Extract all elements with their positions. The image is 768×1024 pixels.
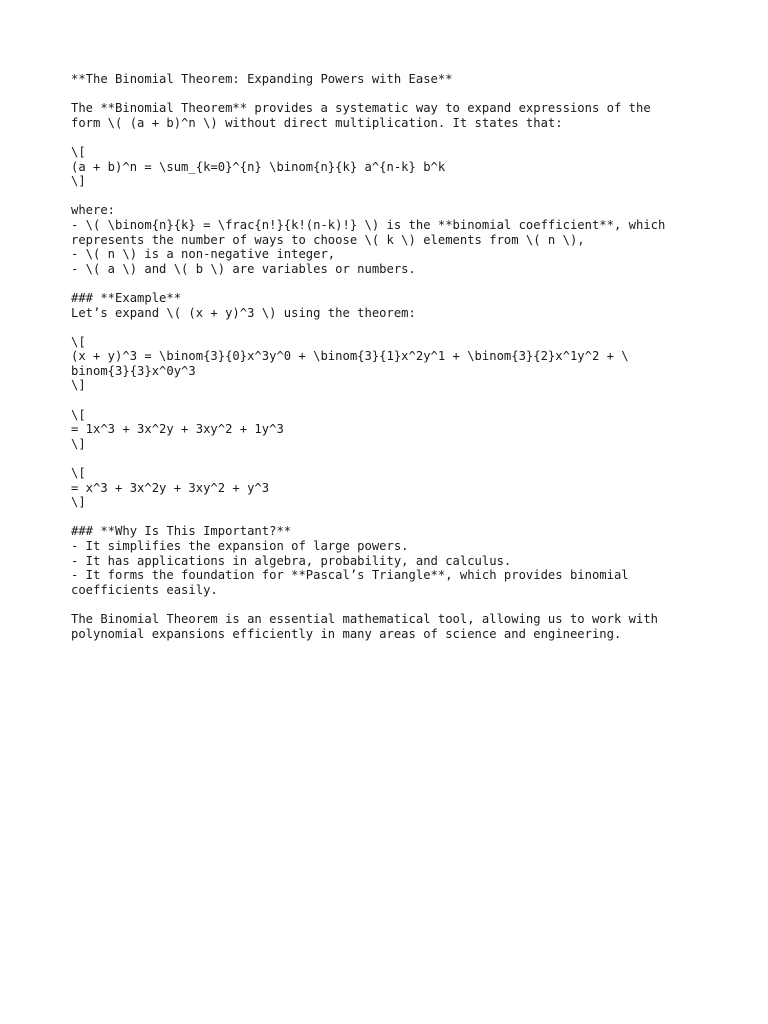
formula-line: \] bbox=[71, 174, 86, 189]
formula-line: \] bbox=[71, 495, 86, 510]
where-line: - \( n \) is a non-negative integer, bbox=[71, 247, 336, 262]
formula-line: \[ bbox=[71, 144, 86, 159]
example-heading: ### **Example** bbox=[71, 290, 182, 305]
spacer bbox=[71, 451, 711, 466]
spacer bbox=[71, 276, 711, 291]
formula-line: = x^3 + 3x^2y + 3xy^2 + y^3 bbox=[71, 480, 270, 495]
spacer bbox=[71, 510, 711, 525]
formula-line: \] bbox=[71, 436, 86, 451]
spacer bbox=[71, 393, 711, 408]
where-line: - \( a \) and \( b \) are variables or numbers. bbox=[71, 261, 416, 276]
formula-line: binom{3}{3}x^0y^3 bbox=[71, 363, 196, 378]
formula-line: \[ bbox=[71, 407, 86, 422]
spacer bbox=[71, 130, 711, 145]
spacer bbox=[71, 87, 711, 102]
formula-line: \[ bbox=[71, 466, 86, 481]
document-page bbox=[71, 72, 711, 641]
conclusion-line: The Binomial Theorem is an essential mathematical tool, allowing us to work with bbox=[71, 611, 658, 626]
example-line: Let’s expand \( (x + y)^3 \) using the theorem: bbox=[71, 305, 416, 320]
spacer bbox=[71, 189, 711, 204]
importance-line: - It has applications in algebra, probability, and calculus. bbox=[71, 553, 512, 568]
intro-line: The **Binomial Theorem** provides a systematic way to expand expressions of the bbox=[71, 101, 651, 116]
spacer bbox=[71, 597, 711, 612]
importance-line: - It simplifies the expansion of large powers. bbox=[71, 539, 409, 553]
intro-line: form \( (a + b)^n \) without direct multiplication. It states that: bbox=[71, 115, 563, 130]
where-line: where: bbox=[71, 203, 116, 218]
importance-heading: ### **Why Is This Important?** bbox=[71, 524, 292, 539]
formula-line: \[ bbox=[71, 334, 86, 349]
where-line: - \( \binom{n}{k} = \frac{n!}{k!(n-k)!} \) is the **binomial coefficient**, which bbox=[71, 217, 666, 232]
formula-line: \] bbox=[71, 378, 86, 393]
formula-line: (x + y)^3 = \binom{3}{0}x^3y^0 + \binom{3}{1}x^2y^1 + \binom{3}{2}x^1y^2 + \ bbox=[71, 349, 629, 364]
conclusion-line: polynomial expansions efficiently in many areas of science and engineering. bbox=[71, 626, 622, 641]
formula-line: = 1x^3 + 3x^2y + 3xy^2 + 1y^3 bbox=[71, 422, 284, 437]
formula-line: (a + b)^n = \sum_{k=0}^{n} \binom{n}{k} a^{n-k} b^k bbox=[71, 159, 446, 174]
document-title: **The Binomial Theorem: Expanding Powers with Ease** bbox=[71, 72, 453, 86]
importance-line: coefficients easily. bbox=[71, 582, 218, 597]
importance-line: - It forms the foundation for **Pascal’s Triangle**, which provides binomial bbox=[71, 568, 629, 583]
where-line: represents the number of ways to choose \( k \) elements from \( n \), bbox=[71, 232, 585, 247]
spacer bbox=[71, 320, 711, 335]
